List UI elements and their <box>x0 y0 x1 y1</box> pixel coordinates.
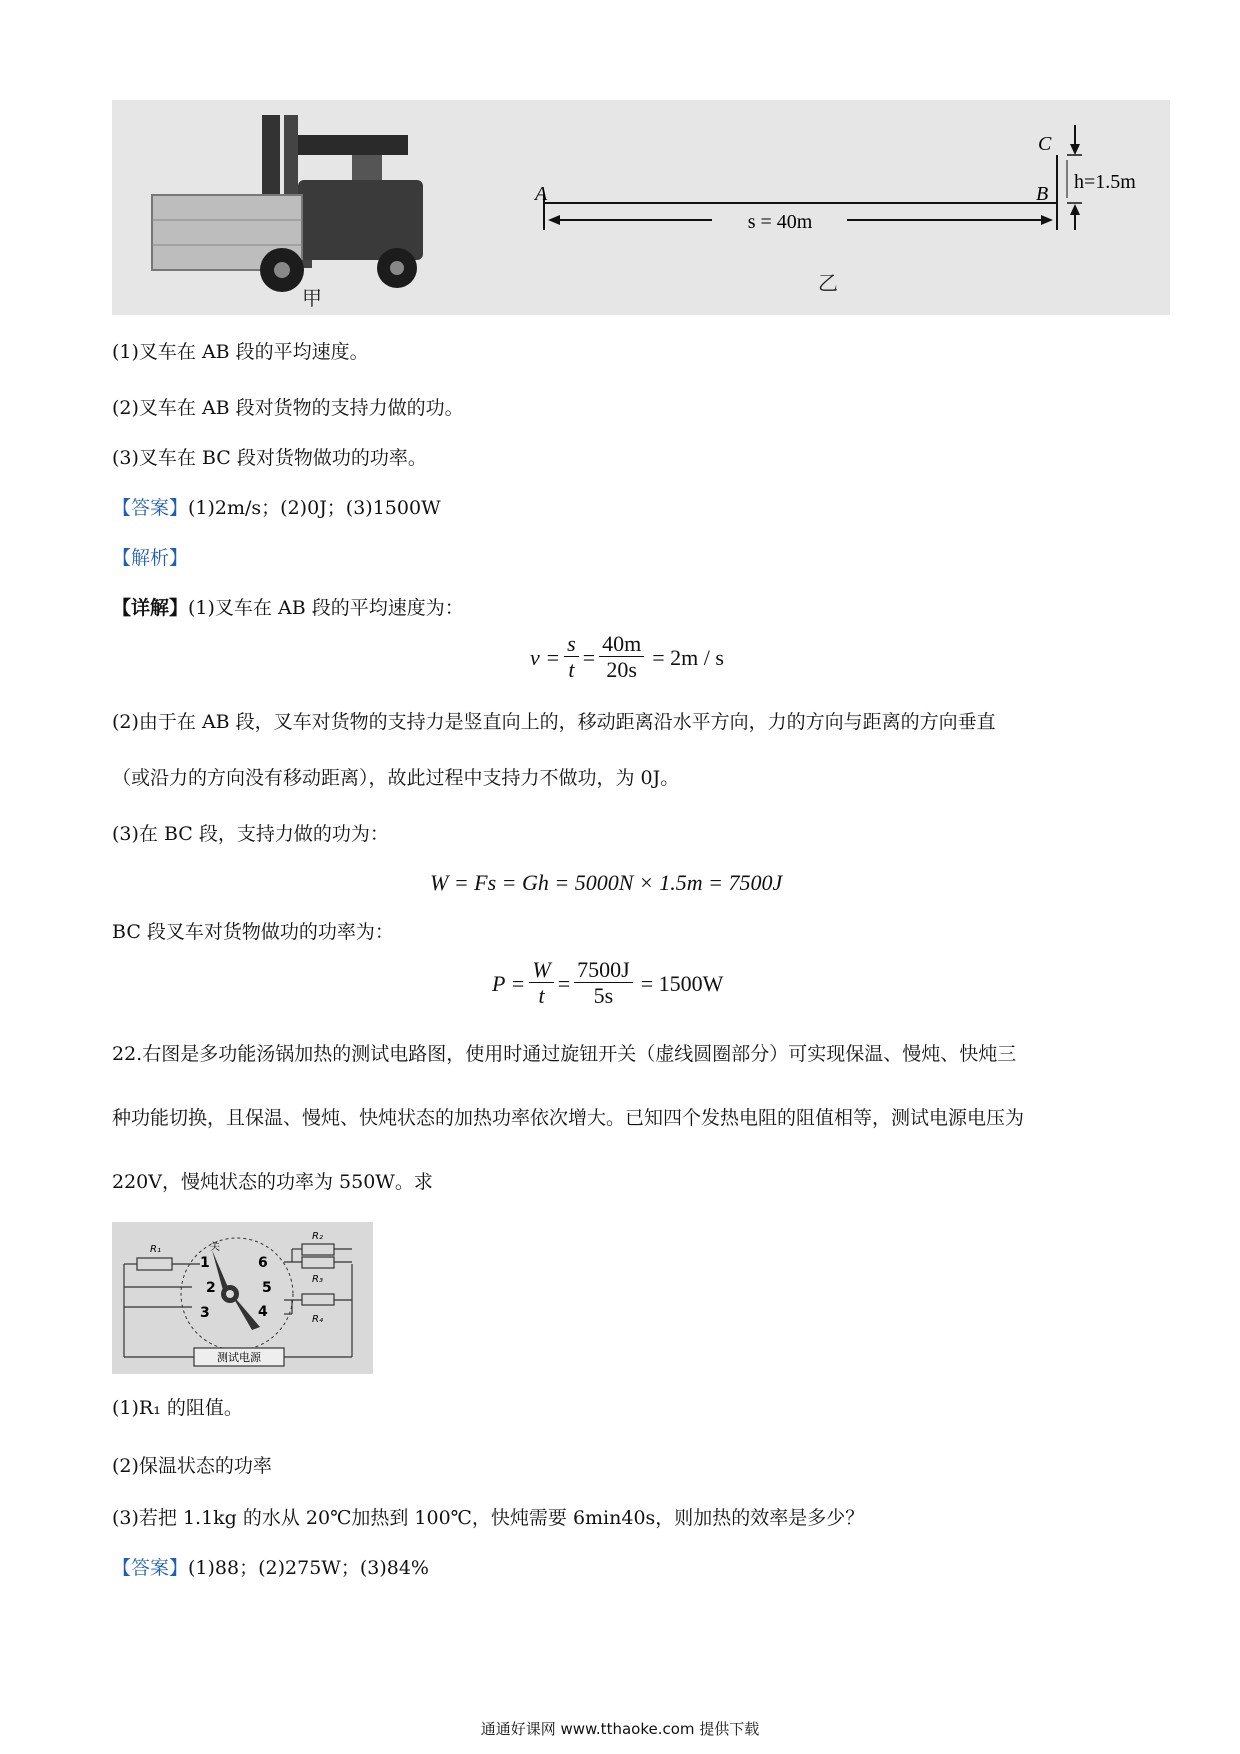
q22-line1: 22.右图是多功能汤锅加热的测试电路图，使用时通过旋钮开关（虚线圆圈部分）可实现保温、慢炖、快炖三 <box>112 1043 1017 1065</box>
q21-sub2: (2)叉车在 AB 段对货物的支持力做的功。 <box>112 397 464 419</box>
resistor-r4 <box>302 1294 334 1305</box>
q21-sub3: (3)叉车在 BC 段对货物做功的功率。 <box>112 447 427 469</box>
point-c: C <box>1038 133 1052 155</box>
forklift-diagram <box>112 100 1170 315</box>
label-r3: R₃ <box>312 1274 323 1285</box>
f3-den2: 5s <box>593 983 614 1008</box>
label-yi: 乙 <box>818 271 838 295</box>
forklift-figure <box>112 100 1170 315</box>
q22-line3: 220V，慢炖状态的功率为 550W。求 <box>112 1171 433 1193</box>
q21-sub1: (1)叉车在 AB 段的平均速度。 <box>112 341 369 363</box>
switch-off-label: 关 <box>210 1242 220 1253</box>
terminal-2: 2 <box>206 1280 216 1296</box>
q21-answer <box>112 496 441 520</box>
detail1-text: (1)叉车在 AB 段的平均速度为： <box>188 597 464 619</box>
f3-rhs: = 1500W <box>640 970 724 996</box>
f1-rhs: = 2m / s <box>652 644 724 670</box>
resistor-r1 <box>137 1258 172 1270</box>
answer-tag: 【答案】 <box>112 497 189 519</box>
circuit-figure <box>112 1222 373 1374</box>
height-label: h=1.5m <box>1074 171 1136 193</box>
q22-answer <box>112 1556 429 1580</box>
resistor-r2 <box>302 1244 334 1255</box>
detail-tag: 【详解】 <box>112 597 189 619</box>
forklift-illustration <box>152 115 423 292</box>
label-jia: 甲 <box>302 286 322 310</box>
page-footer: 通通好课网 www.tthaoke.com 提供下载 <box>480 1720 760 1738</box>
formula-work: W = Fs = Gh = 5000N × 1.5m = 7500J <box>430 870 783 895</box>
q22-answer-tag: 【答案】 <box>112 1557 189 1579</box>
f1-frac2 <box>599 632 644 683</box>
source-label: 测试电源 <box>217 1351 261 1364</box>
point-a: A <box>535 183 548 205</box>
q21-para2-line2: （或沿力的方向没有移动距离），故此过程中支持力不做功，为 0J。 <box>112 767 680 789</box>
terminal-4: 4 <box>258 1304 268 1320</box>
formula-velocity <box>530 632 724 683</box>
f3-num2: 7500J <box>574 958 633 983</box>
f1-den2: 20s <box>606 657 637 682</box>
label-r4: R₄ <box>312 1314 323 1325</box>
q22-sub2: (2)保温状态的功率 <box>112 1455 272 1477</box>
f1-lhs: v = <box>530 644 561 670</box>
label-r2: R₂ <box>312 1231 323 1242</box>
f3-lhs: P = <box>492 970 526 996</box>
q21-detail1 <box>112 596 464 620</box>
q22-sub3: (3)若把 1.1kg 的水从 20℃加热到 100℃，快炖需要 6min40s，则加热的效率是多少？ <box>112 1507 865 1529</box>
label-r1: R₁ <box>150 1244 161 1255</box>
q21-para2-line1: (2)由于在 AB 段，叉车对货物的支持力是竖直向上的，移动距离沿水平方向，力的方向与距离的方向垂直 <box>112 711 996 733</box>
q22-line2: 种功能切换，且保温、慢炖、快炖状态的加热功率依次增大。已知四个发热电阻的阻值相等，测试电源电压为 <box>112 1107 1025 1129</box>
distance-label: s = 40m <box>747 211 813 233</box>
answer-text: (1)2m/s；(2)0J；(3)1500W <box>188 497 441 519</box>
q21-para3: (3)在 BC 段，支持力做的功为： <box>112 823 389 845</box>
f1-num2: 40m <box>599 632 644 657</box>
f3-frac1 <box>529 958 553 1009</box>
terminal-1: 1 <box>200 1255 210 1271</box>
f1-eq: = <box>582 644 596 670</box>
q21-analysis-tag: 【解析】 <box>112 547 189 569</box>
terminal-3: 3 <box>200 1305 210 1321</box>
resistor-r3 <box>302 1257 334 1268</box>
f1-num1: s <box>564 632 579 657</box>
f3-num1: W <box>529 958 553 983</box>
q21-para4: BC 段叉车对货物做功的功率为： <box>112 921 394 943</box>
q22-sub1: (1)R₁ 的阻值。 <box>112 1397 243 1419</box>
f3-frac2 <box>574 958 633 1009</box>
circuit-diagram <box>112 1222 373 1374</box>
terminal-6: 6 <box>258 1255 268 1271</box>
q22-answer-text: (1)88；(2)275W；(3)84% <box>188 1557 429 1579</box>
f3-den1: t <box>538 983 545 1008</box>
f1-den1: t <box>568 657 575 682</box>
formula-power <box>492 958 723 1009</box>
f3-eq: = <box>557 970 571 996</box>
terminal-5: 5 <box>262 1280 272 1296</box>
f1-frac1 <box>564 632 579 683</box>
point-b: B <box>1036 183 1049 205</box>
